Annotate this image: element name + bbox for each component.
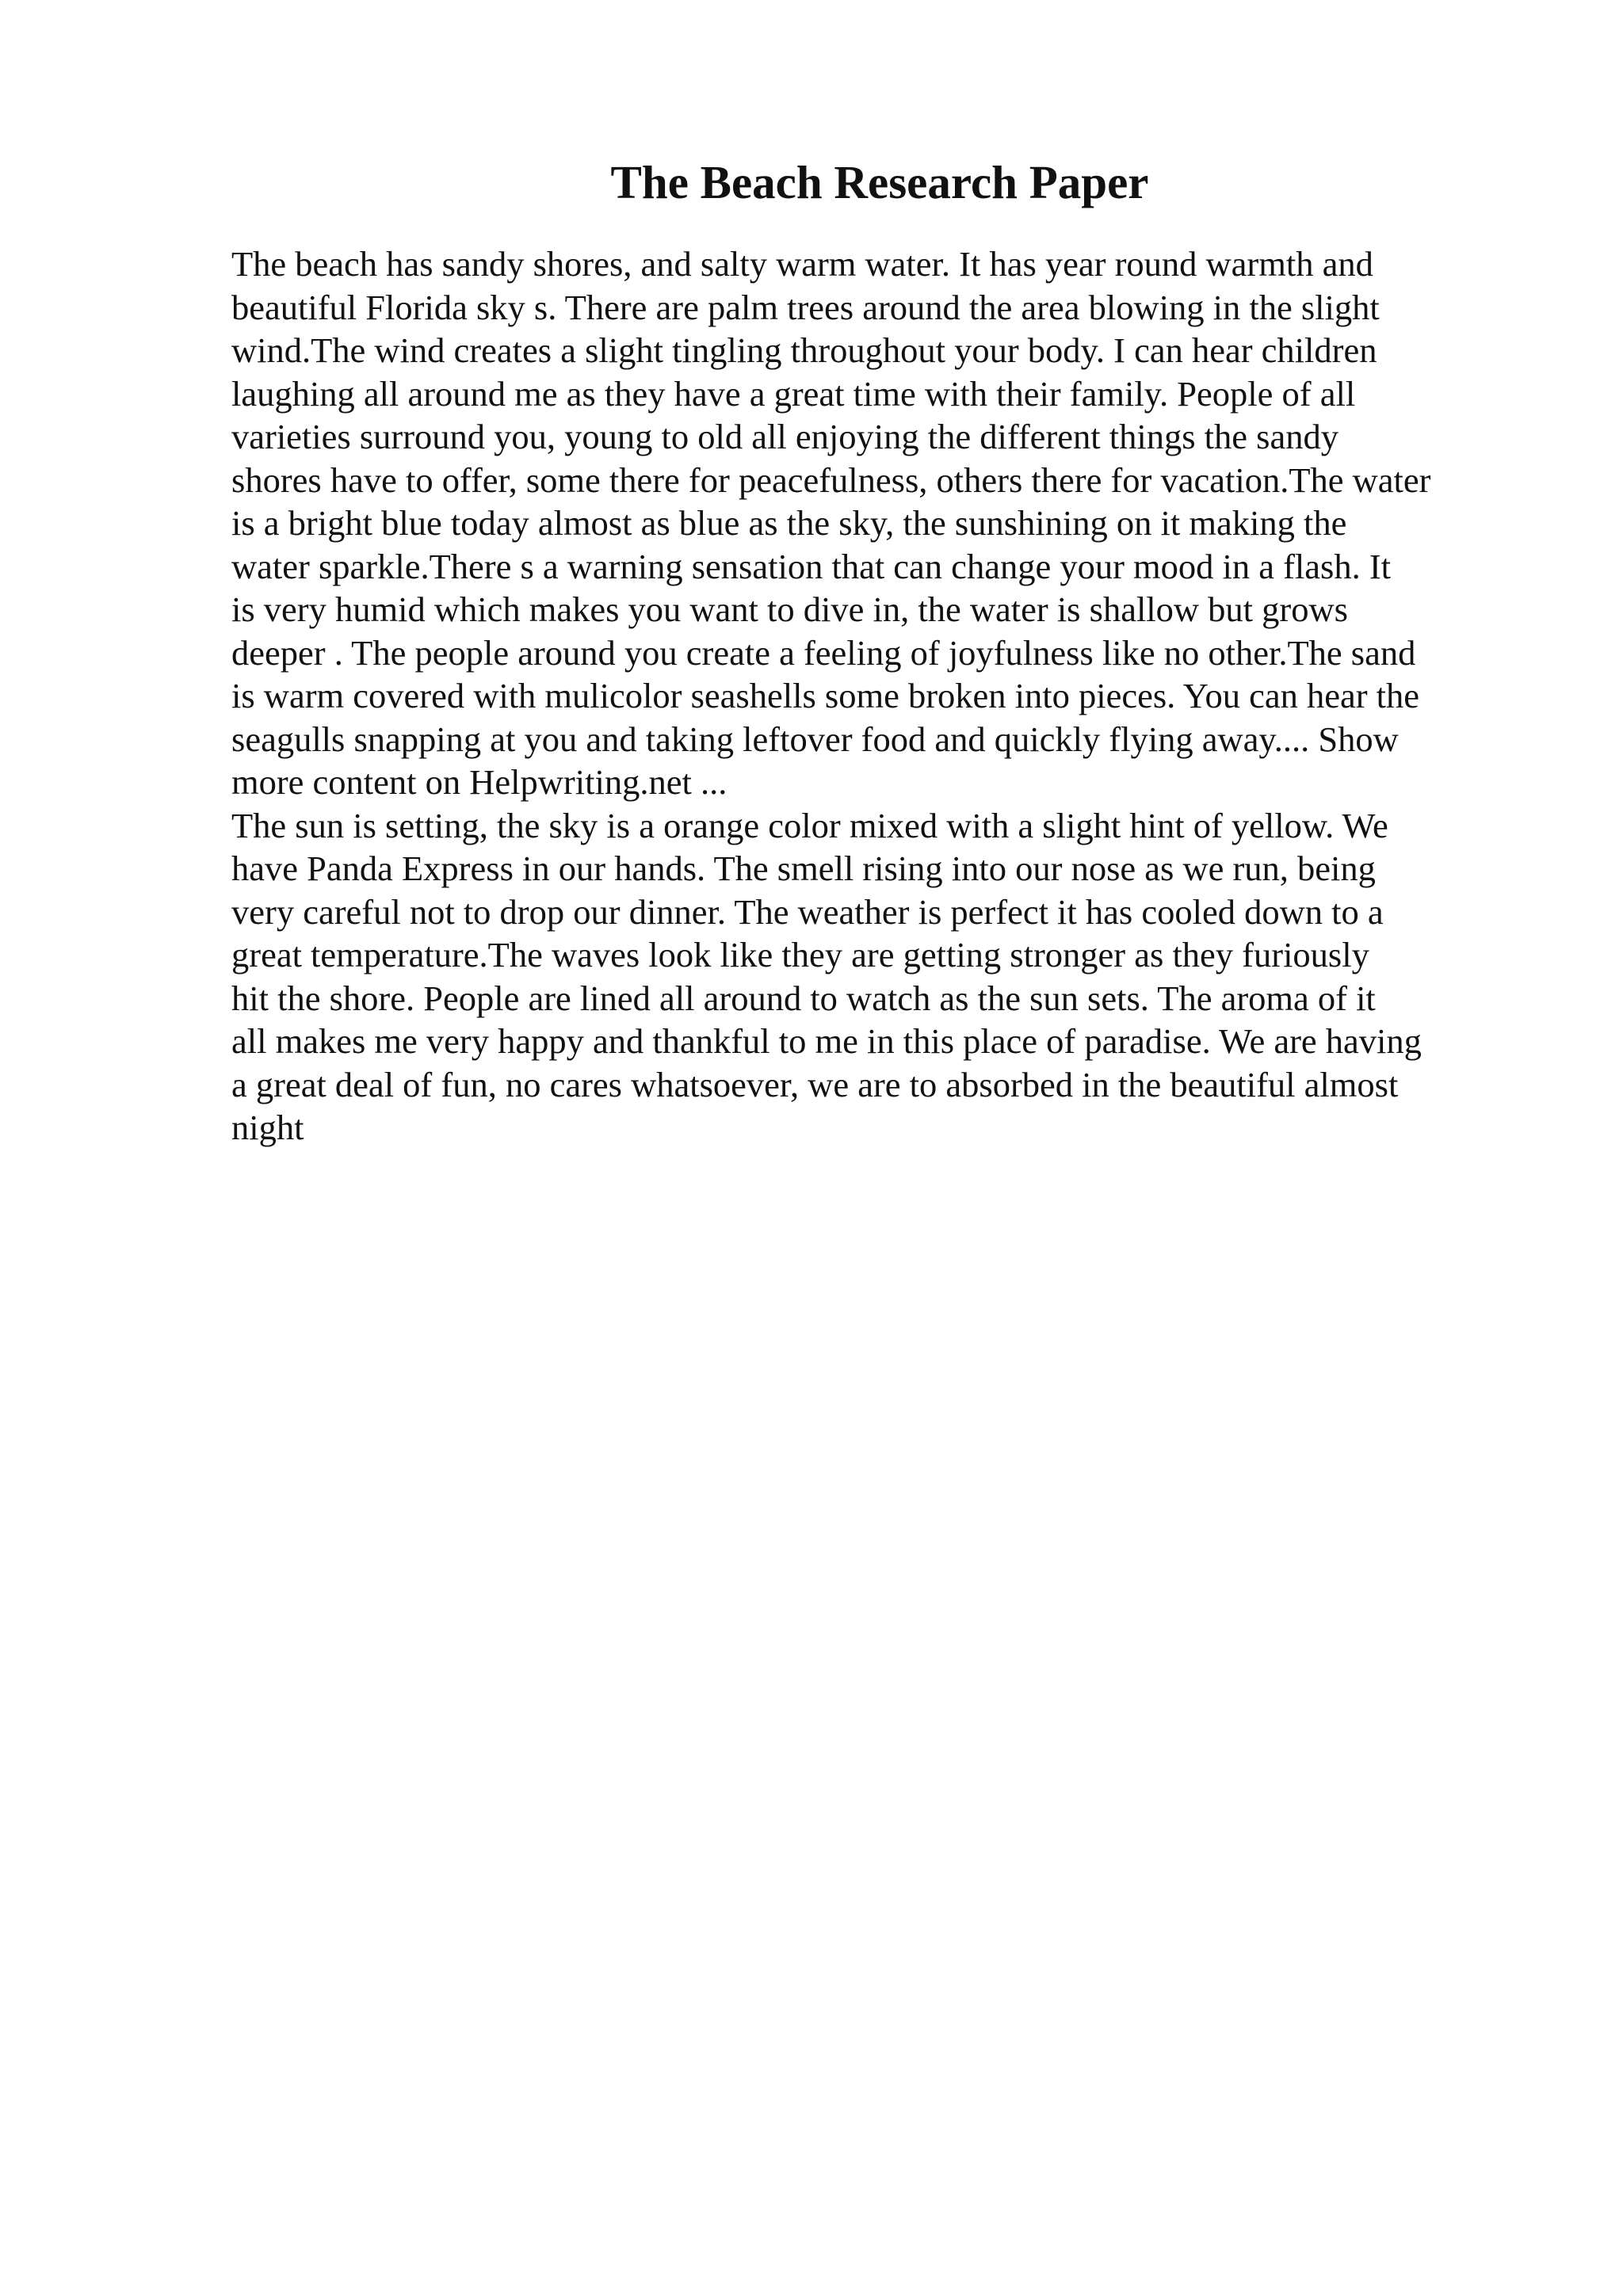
body-line: great temperature.The waves look like they are getting stronger as they furiously <box>231 935 1369 974</box>
body-line: is a bright blue today almost as blue as the sky, the sunshining on it making the <box>231 503 1347 543</box>
body-line: The beach has sandy shores, and salty warm water. It has year round warmth and <box>231 244 1373 284</box>
body-line: wind.The wind creates a slight tingling throughout your body. I can hear children <box>231 330 1377 370</box>
document-body <box>231 242 1499 1150</box>
body-line: seagulls snapping at you and taking leftover food and quickly flying away.... Show <box>231 719 1399 759</box>
body-line: have Panda Express in our hands. The smell rising into our nose as we run, being <box>231 849 1376 888</box>
body-line: more content on Helpwriting.net ... <box>231 762 727 802</box>
body-line: water sparkle.There s a warning sensation that can change your mood in a flash. It <box>231 546 1392 586</box>
body-line: all makes me very happy and thankful to me in this place of paradise. We are having <box>231 1021 1422 1061</box>
body-line: is very humid which makes you want to dive in, the water is shallow but grows <box>231 589 1348 629</box>
body-line: very careful not to drop our dinner. The weather is perfect it has cooled down to a <box>231 891 1384 932</box>
body-line: deeper . The people around you create a feeling of joyfulness like no other.The sand <box>231 632 1416 673</box>
body-line: shores have to offer, some there for peacefulness, others there for vacation.The water <box>231 460 1431 500</box>
body-line: is warm covered with mulicolor seashells some broken into pieces. You can hear the <box>231 676 1420 715</box>
body-line: The sun is setting, the sky is a orange color mixed with a slight hint of yellow. We <box>231 805 1388 845</box>
body-line: hit the shore. People are lined all around to watch as the sun sets. The aroma of it <box>231 978 1376 1018</box>
body-line: varieties surround you, young to old all enjoying the different things the sandy <box>231 417 1338 456</box>
body-line: laughing all around me as they have a great time with their family. People of all <box>231 373 1356 414</box>
body-line: night <box>231 1108 304 1147</box>
document-title: The Beach Research Paper <box>610 156 1149 208</box>
body-line: a great deal of fun, no cares whatsoever, we are to absorbed in the beautiful almost <box>231 1064 1399 1104</box>
body-line: beautiful Florida sky s. There are palm trees around the area blowing in the slight <box>231 287 1380 327</box>
